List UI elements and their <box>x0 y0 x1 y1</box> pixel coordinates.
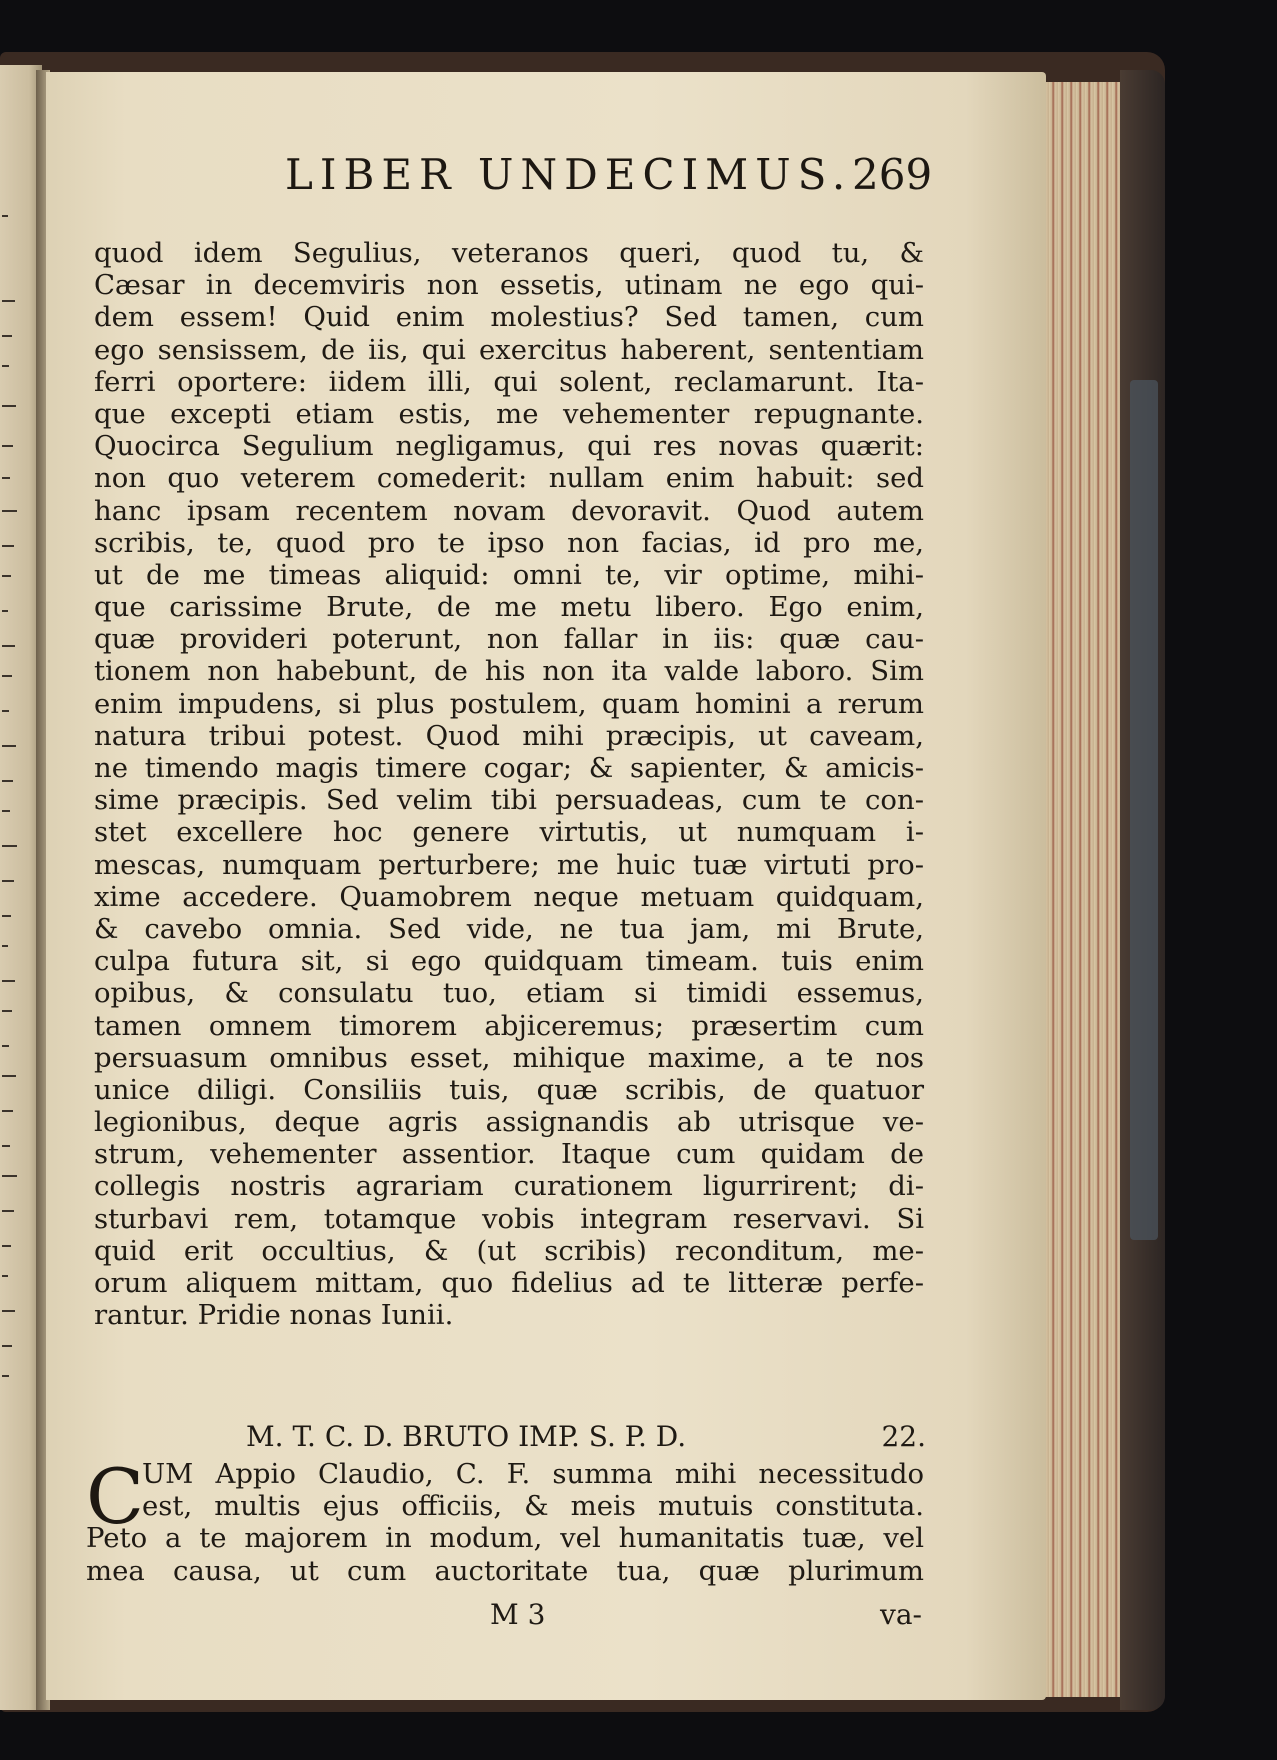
text-line: dem essem! Quid enim molestius? Sed tamen, cum <box>94 301 924 334</box>
signature-mark: M 3 <box>490 1598 546 1631</box>
left-page-ink-fragment <box>2 1375 9 1377</box>
left-page-ink-fragment <box>2 780 13 782</box>
text-line: ut de me timeas aliquid: omni te, vir optime, mihi- <box>94 558 924 591</box>
letter-heading-text: M. T. C. D. BRUTO IMP. S. P. D. <box>246 1420 687 1453</box>
text-line: strum, vehementer assentior. Itaque cum quidam de <box>94 1138 924 1171</box>
left-page-ink-fragment <box>2 1175 17 1177</box>
page-fore-edge <box>1040 82 1130 1697</box>
text-line: Cæsar in decemviris non essetis, utinam ne ego qui- <box>94 269 924 302</box>
text-line: tionem non habebunt, de his non ita valde laboro. Sim <box>94 655 924 688</box>
left-page-ink-fragment <box>2 915 11 917</box>
text-line: quæ provideri poterunt, non fallar in iis: quæ cau- <box>94 623 924 656</box>
letter-number: 22. <box>881 1420 926 1453</box>
left-page-ink-fragment <box>2 575 11 577</box>
text-line: hanc ipsam recentem novam devoravit. Quod autem <box>94 494 924 527</box>
left-page-ink-fragment <box>2 1210 14 1212</box>
left-page-ink-fragment <box>2 1345 12 1347</box>
left-page-ink-fragment <box>2 980 15 982</box>
text-line: que excepti etiam estis, me vehementer repugnante. <box>94 397 924 430</box>
left-page-ink-fragment <box>2 1275 8 1277</box>
text-line: sime præcipis. Sed velim tibi persuadeas, cum te con- <box>94 784 924 817</box>
left-page-ink-fragment <box>2 365 9 367</box>
left-page-ink-fragment <box>2 1045 9 1047</box>
text-line: culpa futura sit, si ego quidquam timeam. tuis enim <box>94 945 924 978</box>
left-page-ink-fragment <box>2 1010 12 1012</box>
text-line: legionibus, deque agris assignandis ab utrisque ve- <box>94 1106 924 1139</box>
left-page-ink-fragment <box>2 405 16 407</box>
text-line: que carissime Brute, de me metu libero. Ego enim, <box>94 591 924 624</box>
left-page-ink-fragment <box>2 1310 15 1312</box>
left-page-ink-fragment <box>2 810 10 812</box>
letter-text <box>86 1452 924 1587</box>
text-line: rantur. Pridie nonas Iunii. <box>94 1299 454 1332</box>
left-page-ink-fragment <box>2 745 16 747</box>
left-page-ink-fragment <box>2 477 10 479</box>
left-page-ink-fragment <box>2 610 8 612</box>
letter-heading <box>246 1420 926 1453</box>
leather-spine-patch <box>1130 380 1158 1240</box>
text-line: stet excellere hoc genere virtutis, ut numquam i- <box>94 816 924 849</box>
text-line: natura tribui potest. Quod mihi præcipis, ut caveam, <box>94 719 924 752</box>
text-line: quod idem Segulius, veteranos queri, quod tu, & <box>94 237 924 269</box>
text-line: enim impudens, si plus postulem, quam homini a rerum <box>94 687 924 720</box>
left-page-ink-fragment <box>2 510 17 512</box>
catchword: va- <box>880 1598 922 1631</box>
text-line: mescas, numquam perturbere; me huic tuæ virtuti pro- <box>94 848 924 881</box>
text-line: quid erit occultius, & (ut scribis) reconditum, me- <box>94 1234 924 1267</box>
left-page-ink-fragment <box>2 1145 10 1147</box>
left-page-ink-fragment <box>2 215 8 217</box>
text-line: orum aliquem mittam, quo fidelius ad te litteræ perfe- <box>94 1267 924 1299</box>
left-page-ink-fragment <box>2 1075 16 1077</box>
text-line: est, multis ejus officiis, & meis mutuis constituta. <box>142 1490 924 1523</box>
left-page-ink-fragment <box>2 845 17 847</box>
running-head: LIBER UNDECIMUS. <box>285 150 853 199</box>
text-line: collegis nostris agrariam curationem ligurrirent; di- <box>94 1170 924 1203</box>
text-line: mea causa, ut cum auctoritate tua, quæ plurimum <box>86 1554 924 1587</box>
text-line: persuasum omnibus esset, mihique maxime, a te nos <box>94 1041 924 1074</box>
text-line: opibus, & consulatu tuo, etiam si timidi essemus, <box>94 977 924 1010</box>
text-line: ne timendo magis timere cogar; & sapienter, & amicis- <box>94 752 924 784</box>
left-page-ink-fragment <box>2 1245 11 1247</box>
left-page-ink-fragment <box>2 945 8 947</box>
text-line: ego sensissem, de iis, qui exercitus haberent, sententiam <box>94 333 924 366</box>
text-line: UM Appio Claudio, C. F. summa mihi necessitudo <box>142 1458 924 1490</box>
text-line: Peto a te majorem in modum, vel humanitatis tuæ, vel <box>86 1522 924 1555</box>
left-page-ink-fragment <box>2 645 15 647</box>
text-line: ferri oportere: iidem illi, qui solent, reclamarunt. Ita- <box>94 365 924 398</box>
left-page-ink-fragment <box>2 710 9 712</box>
left-page-ink-fragment <box>2 335 12 337</box>
left-page-ink-fragment <box>2 1110 13 1112</box>
body-text <box>94 237 924 1331</box>
left-page-ink-fragment <box>2 300 15 302</box>
left-page-ink-fragment <box>2 545 14 547</box>
left-page-ink-fragment <box>2 445 13 447</box>
page-number: 269 <box>852 150 933 199</box>
text-line: xime accedere. Quamobrem neque metuam quidquam, <box>94 880 924 913</box>
text-line: sturbavi rem, totamque vobis integram reservavi. Si <box>94 1202 924 1235</box>
text-line: non quo veterem comederit: nullam enim habuit: sed <box>94 462 924 495</box>
text-line: tamen omnem timorem abjiceremus; præsertim cum <box>94 1009 924 1042</box>
text-line: scribis, te, quod pro te ipso non facias, id pro me, <box>94 526 924 559</box>
text-line: unice diligi. Consiliis tuis, quæ scribis, de quatuor <box>94 1073 924 1106</box>
text-line: & cavebo omnia. Sed vide, ne tua jam, mi Brute, <box>94 912 924 945</box>
left-page-ink-fragment <box>2 675 12 677</box>
drop-capital: C <box>86 1452 145 1541</box>
left-page-ink-fragment <box>2 880 14 882</box>
text-line: Quocirca Segulium negligamus, qui res novas quærit: <box>94 430 924 463</box>
